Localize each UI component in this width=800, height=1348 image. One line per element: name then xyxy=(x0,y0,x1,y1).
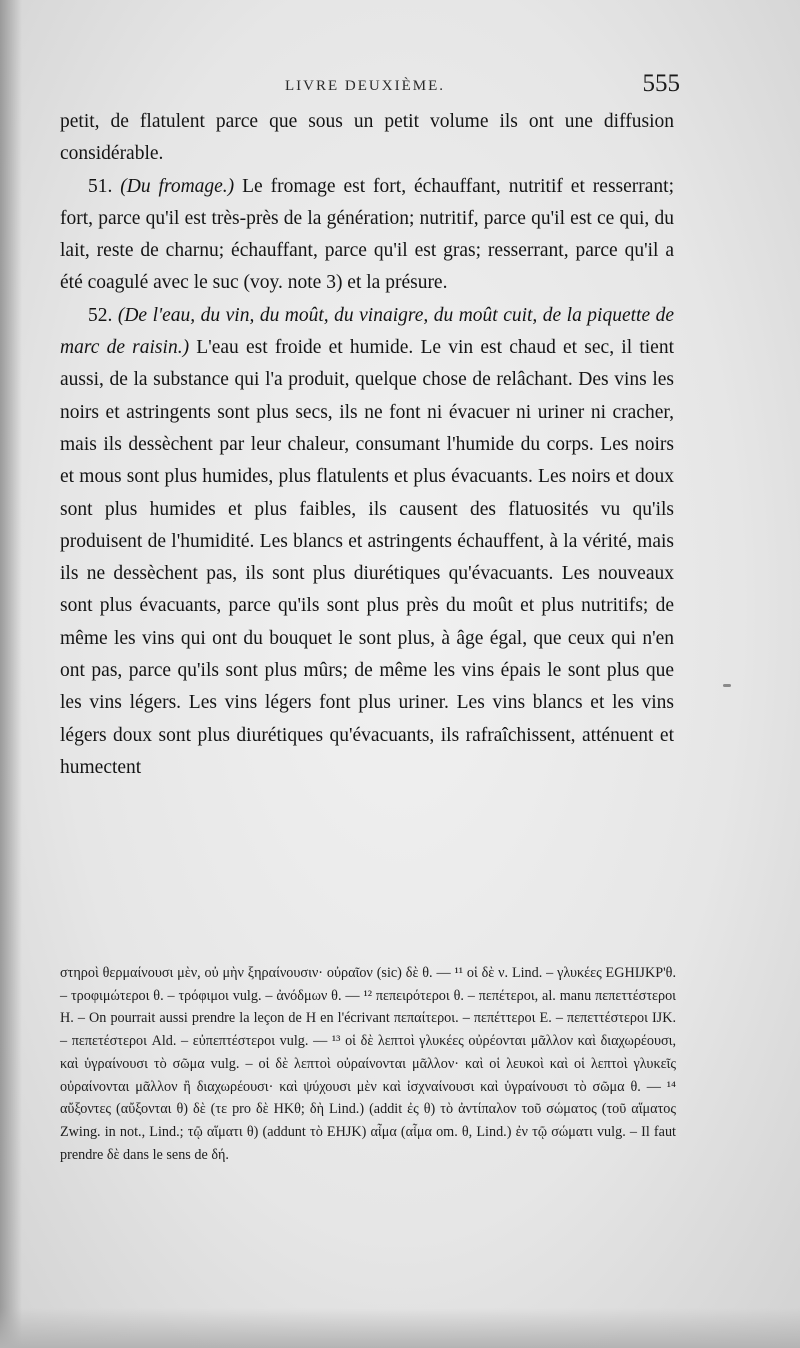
section-title-52: (De l'eau, du vin, du moût, du vinaigre, du moût cuit, de la piquette de marc de raisin.) xyxy=(60,304,675,359)
paragraph-52 xyxy=(60,300,674,784)
paragraph-continuation: petit, de flatulent parce que sous un petit volume ils ont une diffusion considérable. xyxy=(60,111,674,165)
footnote-text: στηροὶ θερμαίνουσι μὲν, οὐ μὴν ξηραίνουσιν· οὐραῖον (sic) δὲ θ. — ¹¹ οἱ δὲ ν. Lind. – γλυκέες EGHIJKP'θ. – τροφιμώτεροι θ. – τρόφιμοι vulg. – ἀνόδμων θ. — ¹² πεπειρότεροι θ. – πεπέτεροι, al. manu πεπεττέστεροι H. – On pourrait aussi prendre la leçon de H en l'écrivant πεπαίτεροι. – πεπέττεροι E. – πεπεττέστεροι IJK. – πεπετέστεροι Ald. – εὐπεπτέστεροι vulg. — ¹³ οἱ δὲ λεπτοὶ γλυκέες οὐρέονται μᾶλλον καὶ διαχωρέουσι, καὶ ὑγραίνουσι τὸ σῶμα vulg. – οἱ δὲ λεπτοὶ οὐραίνονται μᾶλλον· καὶ οἱ λευκοὶ καὶ οἱ λεπτοὶ γλυκεῖς οὐραίνονται μᾶλλον ἢ διαχωρέουσι· καὶ ψύχουσι μὲν καὶ ἰσχναίνουσι καὶ ὑγραίνουσι τὸ σῶμα θ. — ¹⁴ αὔξοντες (αὔξονται θ) δὲ (τε pro δὲ HKθ; δὴ Lind.) (addit ἐς θ) τὸ ἀντίπαλον τοῦ σώματος (τοῦ αἵματος Zwing. in not., Lind.; τῷ αἵματι θ) (addunt τὸ EHJK) αἷμα (αἷμα om. θ, Lind.) ἐν τῷ σώματι vulg. – Il faut prendre δὲ dans le sens de δή. xyxy=(60,965,676,1163)
margin-mark xyxy=(723,684,731,687)
section-number-52: 52. xyxy=(88,304,113,326)
page-number: 555 xyxy=(642,70,680,97)
page-shadow-left xyxy=(0,0,22,1348)
main-text xyxy=(60,106,674,784)
section-text-52: L'eau est froide et humide. Le vin est chaud et sec, il tient aussi, de la substance qui l'a produit, quelque chose de relâchant. Des vins les noirs et astringents sont plus secs, ils ne font ni évacuer ni uriner ni cracher, mais ils dessèchent par leur chaleur, consumant l'humide du corps. Les noirs et mous sont plus humides, plus flatulents et plus évacuants. Les noirs et doux sont plus humides et plus faibles, ils causent des flatuosités vu qu'ils produisent de l'humidité. Les blancs et astringents échauffent, à la vérité, mais ils ne dessèchent pas, ils sont plus diurétiques qu'évacuants. Les nouveaux sont plus évacuants, parce qu'ils sont plus près du moût et plus nutritifs; de même les vins qui ont du bouquet le sont plus, à âge égal, que ceux qui n'en ont pas, parce qu'ils sont plus mûrs; de même les vins épais le sont plus que les vins légers. Les vins légers font plus uriner. Les vins blancs et les vins légers doux sont plus diurétiques qu'évacuants, ils rafraîchissent, atténuent et humectent xyxy=(60,337,674,778)
section-text-51: Le fromage est fort, échauffant, nutritif et resserrant; fort, parce qu'il est très-près de la génération; nutritif, parce qu'il est ce qui, du lait, reste de charnu; échauffant, parce qu'il est gras; resserrant, parce qu'il a été coagulé avec le suc (voy. note 3) et la présure. xyxy=(60,175,675,294)
paragraph-51 xyxy=(60,171,674,300)
page-shadow-bottom xyxy=(0,1308,800,1348)
section-number-51: 51. xyxy=(88,175,113,197)
section-title-51: (Du fromage.) xyxy=(120,175,235,197)
footnotes xyxy=(60,962,676,1166)
page-header xyxy=(60,70,680,104)
running-title: LIVRE DEUXIÈME. xyxy=(285,78,445,94)
